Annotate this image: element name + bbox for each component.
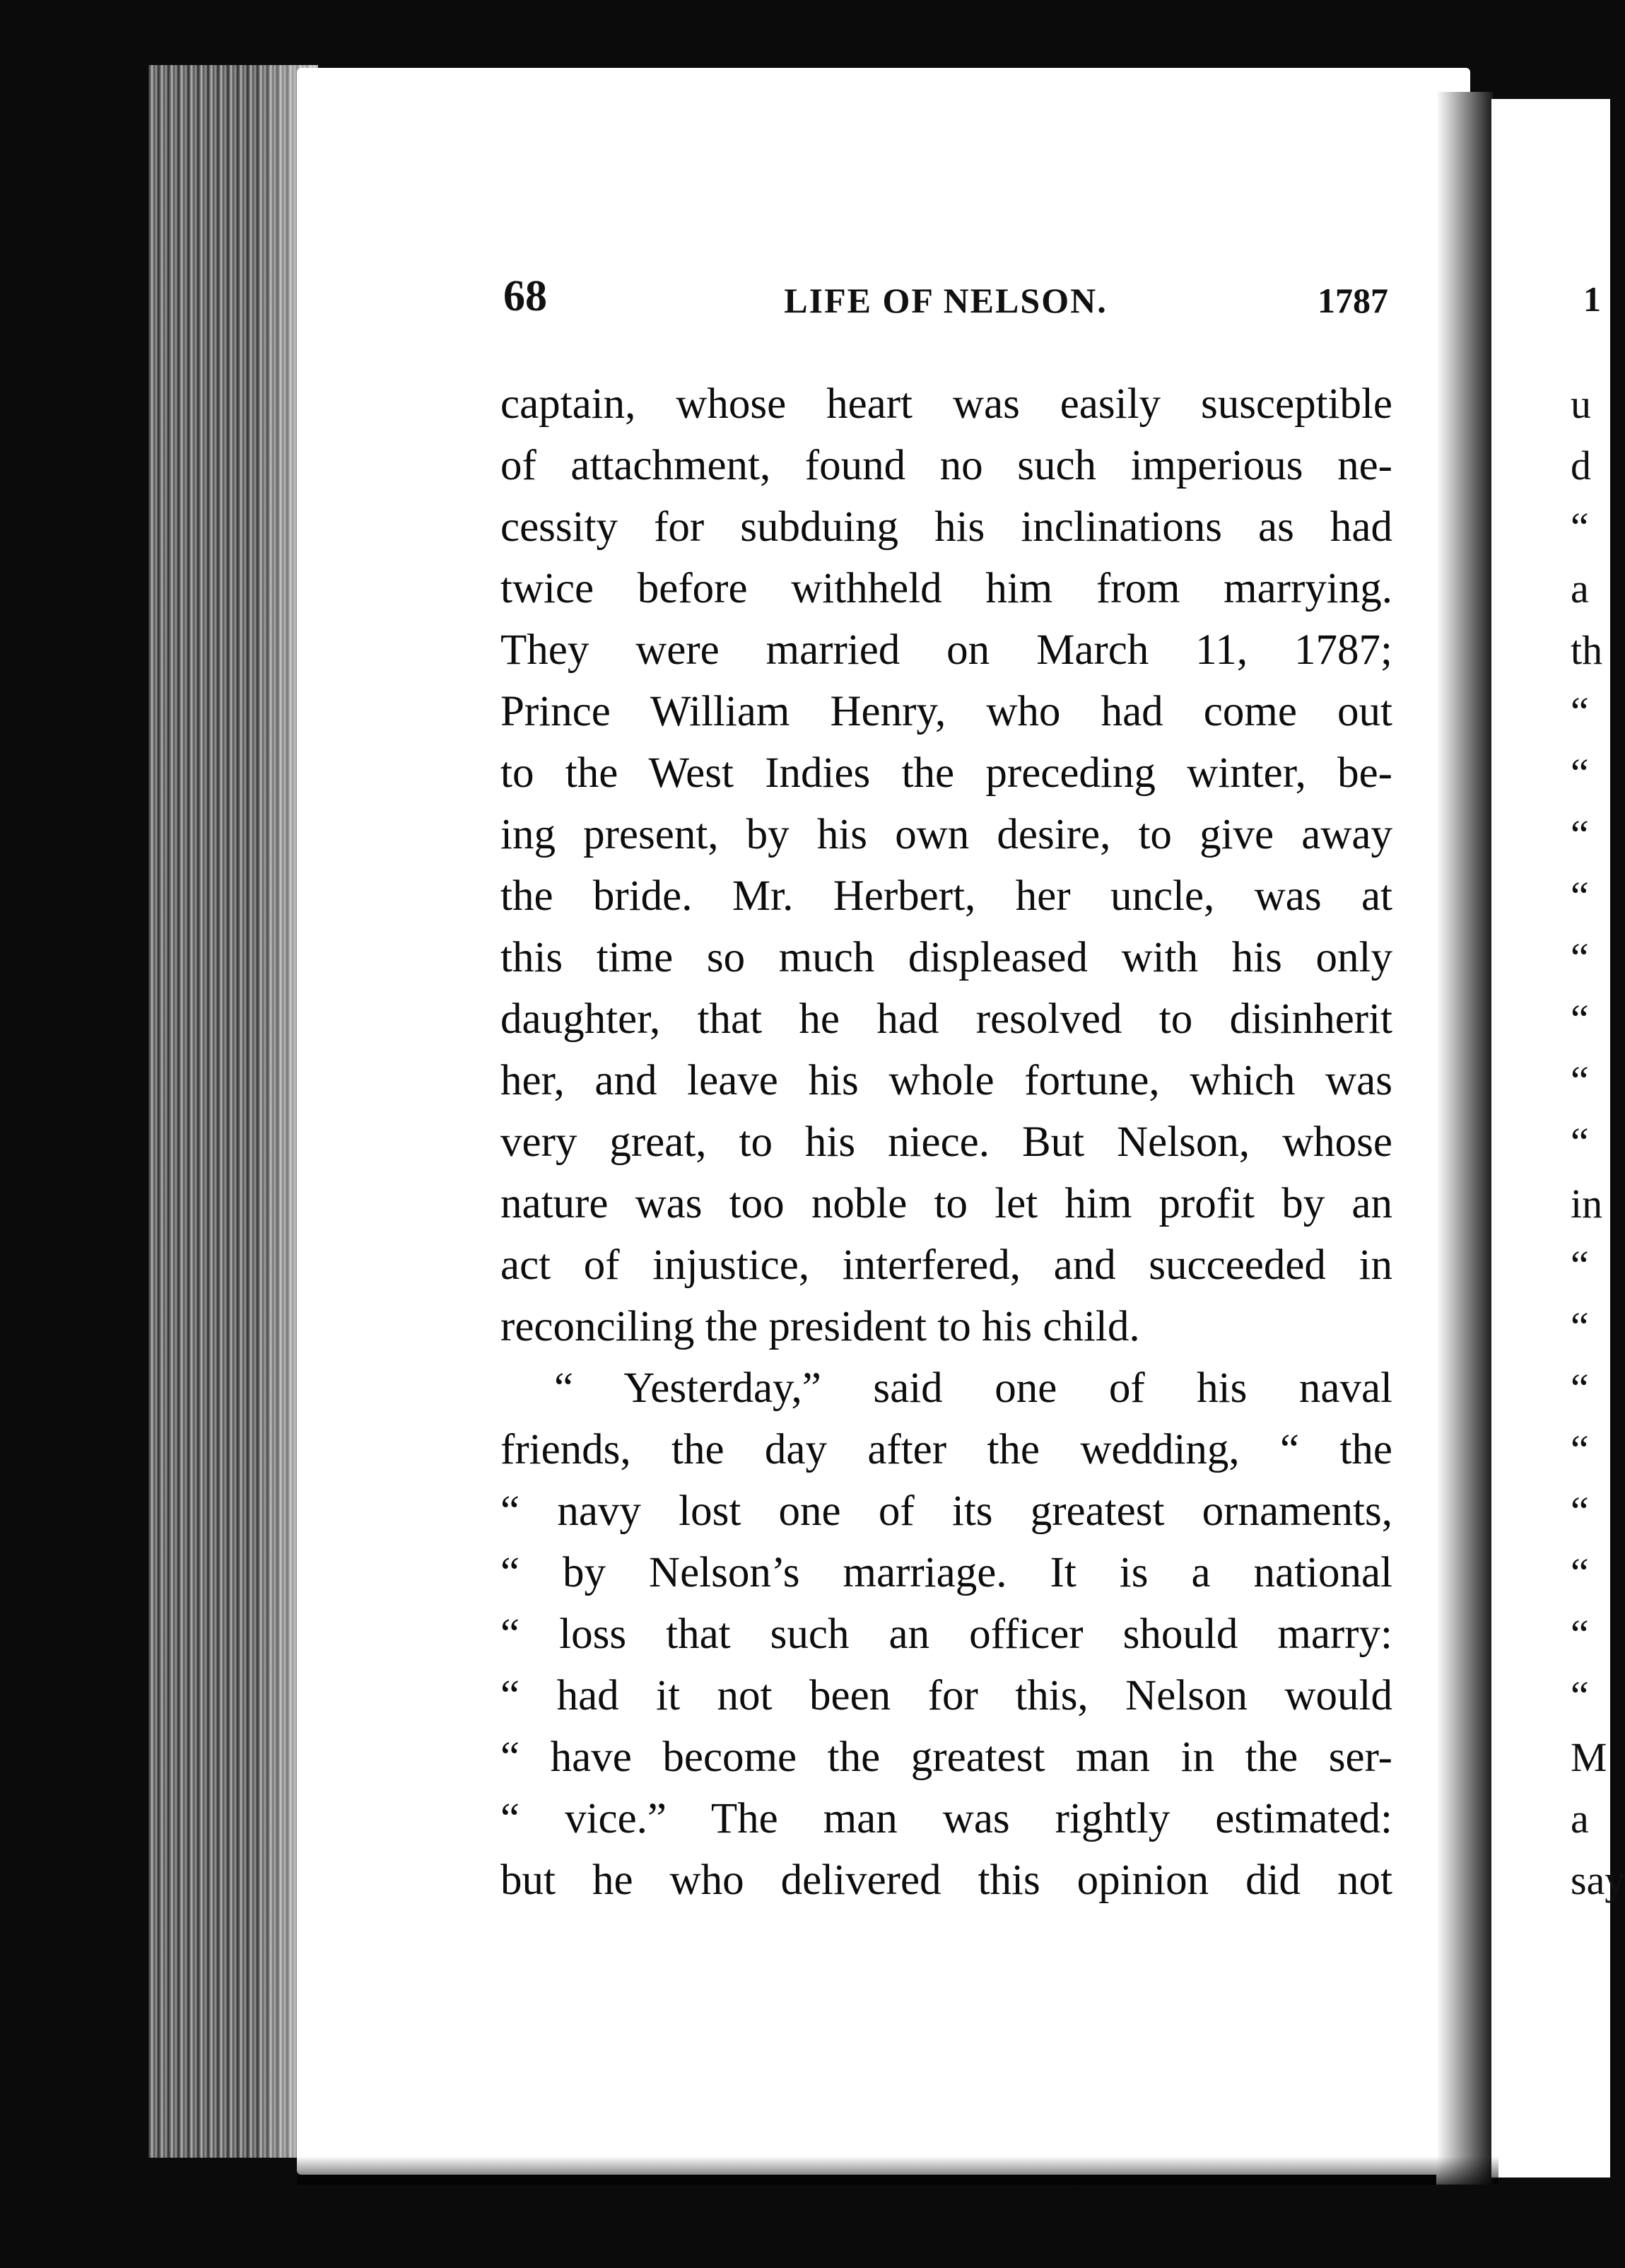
right-text-fragment: in	[1571, 1181, 1603, 1227]
body-text	[500, 373, 1392, 1911]
page-bottom-shadow	[297, 2156, 1498, 2185]
text-line: “ navy lost one of its greatest ornaments,	[500, 1487, 1392, 1535]
text-line: They were married on March 11, 1787;	[500, 626, 1392, 674]
text-line: cessity for subduing his inclinations as had	[500, 503, 1392, 551]
text-line: friends, the day after the wedding, “ the	[500, 1426, 1392, 1473]
text-line: captain, whose heart was easily susceptible	[500, 380, 1392, 428]
page-edge-shading	[254, 65, 318, 2158]
text-line: of attachment, found no such imperious ne-	[500, 442, 1392, 489]
page-number: 68	[503, 272, 547, 320]
text-line: “ Yesterday,” said one of his naval	[554, 1364, 1392, 1412]
right-text-fragment: “	[1571, 935, 1589, 981]
right-page-text-fragments	[1571, 373, 1625, 1911]
right-text-fragment: a	[1571, 566, 1589, 612]
text-line: Prince William Henry, who had come out	[500, 688, 1392, 735]
right-text-fragment: a	[1571, 1796, 1589, 1842]
right-text-fragment: M	[1571, 1734, 1607, 1780]
right-text-fragment: say	[1571, 1857, 1625, 1903]
text-line: “ have become the greatest man in the ser-	[500, 1734, 1392, 1781]
right-text-fragment: “	[1571, 1673, 1589, 1719]
text-line: “ had it not been for this, Nelson would	[500, 1672, 1392, 1719]
text-line: to the West Indies the preceding winter, be-	[500, 749, 1392, 797]
running-title: LIFE OF NELSON.	[784, 281, 1108, 320]
right-text-fragment: “	[1571, 1611, 1589, 1657]
right-text-fragment: “	[1571, 1058, 1589, 1104]
right-text-fragment: “	[1571, 1242, 1589, 1288]
book-gutter	[1436, 92, 1493, 2185]
text-line: “ loss that such an officer should marry:	[500, 1611, 1392, 1658]
right-text-fragment: “	[1571, 1304, 1589, 1350]
right-text-fragment: “	[1571, 1365, 1589, 1411]
right-text-fragment: “	[1571, 1550, 1589, 1596]
right-text-fragment: “	[1571, 750, 1589, 796]
right-text-fragment: d	[1571, 443, 1591, 489]
right-text-fragment: “	[1571, 1119, 1589, 1165]
text-line: ing present, by his own desire, to give away	[500, 811, 1392, 858]
right-text-fragment: “	[1571, 996, 1589, 1042]
right-text-fragment: “	[1571, 1427, 1589, 1473]
right-text-fragment: “	[1571, 812, 1589, 858]
text-line: twice before withheld him from marrying.	[500, 565, 1392, 612]
text-line: nature was too noble to let him profit by an	[500, 1180, 1392, 1227]
text-line: “ vice.” The man was rightly estimated:	[500, 1795, 1392, 1842]
right-text-fragment: “	[1571, 504, 1589, 550]
text-line: reconciling the president to his child.	[500, 1303, 1140, 1350]
text-line: this time so much displeased with his only	[500, 934, 1392, 981]
text-line: “ by Nelson’s marriage. It is a national	[500, 1549, 1392, 1596]
running-year: 1787	[1318, 281, 1388, 320]
running-head	[503, 271, 1388, 335]
right-text-fragment: “	[1571, 689, 1589, 735]
text-line: the bride. Mr. Herbert, her uncle, was at	[500, 872, 1392, 920]
text-line: act of injustice, interfered, and succeeded in	[500, 1241, 1392, 1289]
right-page-running-head: 1	[1583, 279, 1601, 319]
text-line: but he who delivered this opinion did not	[500, 1857, 1392, 1904]
right-text-fragment: “	[1571, 1488, 1589, 1534]
right-text-fragment: u	[1571, 381, 1591, 427]
right-text-fragment: th	[1571, 627, 1603, 673]
text-line: daughter, that he had resolved to disinherit	[500, 995, 1392, 1043]
right-text-fragment: “	[1571, 873, 1589, 919]
text-line: her, and leave his whole fortune, which was	[500, 1057, 1392, 1104]
text-line: very great, to his niece. But Nelson, whose	[500, 1118, 1392, 1166]
